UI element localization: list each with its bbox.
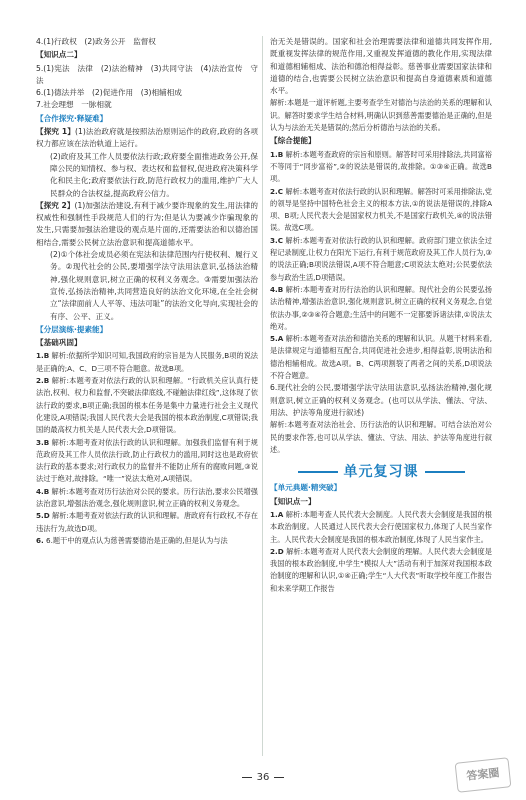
exploration-label: 【探究 1】	[36, 127, 76, 137]
paragraph: 4.(1)行政权 (2)政务公开 监督权	[36, 37, 156, 46]
answer-item	[36, 437, 258, 486]
section-heading: 【合作探究·释疑难】	[36, 113, 108, 123]
paragraph: (2)政府及其工作人员要依法行政;政府要全面推进政务公开,保障公民的知情权、参与权、表达权和监督权,促进政府决策科学化和民主化;政府要依法行政,防范行政权力的滥用,维护广大人民群众的合法权益,提高政府公信力。	[50, 151, 258, 198]
answer-body: 解析:本题考查对法治社会、历行法治的认识和理解。可结合法治对公民的要求作答,也可以从学法、懂法、守法、用法、护法等角度进行叙述。	[270, 420, 492, 454]
paragraph: 治无关是错误的。国家和社会治理需要法律和道德共同发挥作用,既重视发挥法律的规范作用,又重视发挥道德的教化作用,实现法律和道德相辅相成、法治和德治相得益彰。慈善事业需要国家法律和道德的结合,也需要公民树立法治意识和提高自身道德素质和道德水平。	[270, 37, 492, 96]
unit-review-title-text: 单元复习课	[343, 464, 419, 481]
left-column	[36, 36, 258, 547]
answer-body: 解析:本题考查对法治和德治关系的理解和认识。从题干材料来看,是法律规定与道德相互配合,共同促进社会进步,相得益彰,说明法治和德治相辅相成。故选A项。B、C两项割裂了两者之间的关系,D项说法不符合题意。	[270, 334, 492, 381]
section-heading: 【知识点二】	[36, 50, 82, 60]
answer-item	[36, 535, 258, 547]
answer-number: 6.	[36, 535, 44, 545]
column-divider	[262, 36, 263, 756]
section-heading: 【单元典题·精突破】	[270, 483, 342, 493]
answer-number: 2.D	[270, 546, 284, 556]
answer-number: 2.C	[270, 186, 284, 196]
answer-body: 解析:本题考查政府的宗旨和原则。解答时可采用排除法,共同富裕不等同于“同步富裕”,②的说法是错误的,故排除。①③④正确。故选B项。	[270, 149, 492, 184]
title-bar	[298, 471, 338, 473]
answer-body: 解析:本题考查人民代表大会制度。人民代表大会制度是我国的根本政治制度。人民通过人民代表大会行使国家权力,体现了人民当家作主。人民代表大会制度是我国的根本政治制度,体现了人民当家作主。	[270, 509, 492, 544]
section-heading: 【综合提能】	[270, 136, 316, 146]
paragraph: 6.(1)德法并举 (2)促进作用 (3)相辅相成	[36, 88, 182, 98]
answer-item	[36, 510, 258, 535]
answer-item	[270, 149, 492, 186]
answer-body: 解析:本题考查对人民代表大会制度的理解。人民代表大会制度是我国的根本政治制度,中学生“模拟人大”活动有利于加深对我国根本政治制度的理解和认识,①④正确;学生“人大代表”听取学校年度工作报告和未来学期工作报告	[270, 546, 492, 593]
answer-item	[270, 333, 492, 382]
answer-number: 3.B	[36, 437, 50, 447]
answer-item	[270, 419, 492, 456]
answer-number: 5.A	[270, 334, 284, 344]
exploration-label: 【探究 2】	[36, 200, 75, 210]
answer-body: 解析:本题考查对依法行政的认识和理解。解答时可采用排除法,党的领导是坚持中国特色社会主义的根本方法,①的说法是错误的,排除A项、B项;人民代表大会是国家权力机关,不是国家行政机关,④的说法错误。故选C项。	[270, 186, 492, 233]
exploration-text: (1)加强法治建设,有利于减少要诈现象的发生,用法律的权威性和强制性手段规范人们的行为;但是认为要减少诈骗现象的发生,只需要加强法治建设的观点是片面的,还需要法治和以德治国相结合,需要公民树立法治意识和提高道德水平。	[36, 200, 258, 247]
exploration-answer	[36, 126, 258, 151]
answer-number: 1.A	[270, 509, 284, 519]
answer-item	[36, 350, 258, 375]
paragraph: (2)①个体社会成员必须在宪法和法律范围内行使权利、履行义务。②现代社会的公民,要增强学法守法用法意识,弘扬法治精神,强化规则意识,树立正确的权利义务观念。③需要加强法治宣传,弘扬法治精神,共同营造良好的法治文化环境,在全社会树立“法律面前人人平等、违法可耻”的法治文化导向,实现社会的有序、公平、正义。	[50, 250, 258, 321]
answer-body: 解析:本题考查对依法行政的认识和理解。加强我们监督有利于规范政府及其工作人员依法行政,防止行政权力的滥用,同时这也是政府依法行政的基本要求;对行政权力的监督并不能防止所有的腐败问题,③说法过于绝对,故排除。“唯一”说法太绝对,A项错误。	[36, 437, 258, 484]
answer-item	[36, 486, 258, 511]
answer-number: 1.B	[270, 149, 284, 159]
page-number	[0, 772, 526, 783]
answer-item	[270, 97, 492, 134]
paragraph: 6.现代社会的公民,要增强学法守法用法意识,弘扬法治精神,强化规则意识,树立正确的权利义务观念。(也可以从学法、懂法、守法、用法、护法等角度进行叙述)	[270, 383, 492, 417]
page-number-text: 36	[256, 772, 270, 783]
answer-body: 解析:本题是一道评析题,主要考查学生对德治与法治的关系的理解和认识。解答时要求学生结合材料,明确认识到慈善需要德治是正确的,但是认为与法治无关是错误的;然后分析德治与法治的关系。	[270, 98, 492, 133]
section-heading: 【基础巩固】	[36, 338, 82, 348]
title-bar	[425, 471, 465, 473]
answer-number: 3.C	[270, 235, 284, 245]
answer-body: 6.题干中的观点认为慈善需要德治是正确的,但是认为与法	[46, 535, 228, 545]
right-column	[270, 36, 492, 595]
exploration-answer	[36, 200, 258, 249]
answer-item	[36, 375, 258, 436]
answer-body: 解析:本题考查对依法行政的认识和理解。唐政府有行政权,不存在违法行为,故选D项。	[36, 511, 258, 533]
answer-number: 4.B	[270, 284, 284, 294]
answer-number: 4.B	[36, 486, 50, 496]
paragraph: 5.(1)宪法 法律 (2)法治精神 (3)共同守法 (4)法治宣传 守法	[36, 63, 258, 85]
answer-body: 解析:本题考查对历行法治对公民的要求。历行法治,要求公民增强法治意识,增强法治观念,强化规则意识,树立正确的权利义务观念。	[36, 486, 258, 508]
exploration-text: (1)法治政府就是按照法治原则运作的政府,政府的各项权力都应该在法治轨道上运行。	[36, 127, 259, 149]
watermark-logo: 答案圈	[455, 757, 512, 792]
section-heading: 【分层演练·提素能】	[36, 324, 108, 334]
answer-item	[270, 546, 492, 595]
answer-item	[270, 284, 492, 333]
answer-number: 1.B	[36, 351, 50, 361]
unit-review-title	[270, 464, 492, 481]
answer-item	[270, 235, 492, 284]
answer-body: 解析:本题考查对依法行政的认识和理解。“行政机关应认真行使法治,权利、权力和监督,不突破法律底线,不碰触法律红线”,这体现了依法行政的要求,B项正确;我国的根本任务是集中力量进行社会主义现代化建设,A项错误;我国人民代表大会是我国的根本政治制度,C项错误;我国的最高权力机关是人民代表大会,D项错误。	[36, 376, 258, 435]
answer-body: 解析:本题考查对依法行政的认识和理解。政府部门建立依法全过程记录制度,让权力在阳光下运行,有利于规范政府及其工作人员行为,③的说法正确;B项说法错误,A项不符合题意;C项说法太绝对;公民要依法参与政治生活,D项错误。	[270, 235, 492, 282]
paragraph: 7.社会理想 一脉相就	[36, 100, 112, 110]
answer-item	[270, 509, 492, 546]
answer-body: 解析:依据所学知识可知,我国政府的宗旨是为人民服务,B项的说法是正确的;A、C、D三项不符合题意。故选B项。	[36, 351, 258, 373]
answer-item	[270, 186, 492, 235]
answer-number: 2.B	[36, 376, 50, 386]
section-heading: 【知识点一】	[270, 496, 316, 506]
answer-number: 5.D	[36, 511, 50, 521]
answer-body: 解析:本题考查对历行法治的认识和理解。现代社会的公民要弘扬法治精神,增强法治意识,强化规则意识,树立正确的权利义务观念,自觉依法办事,②③④符合题意;生活中的问题不一定都要诉诸法律,①说法太绝对。	[270, 284, 492, 331]
